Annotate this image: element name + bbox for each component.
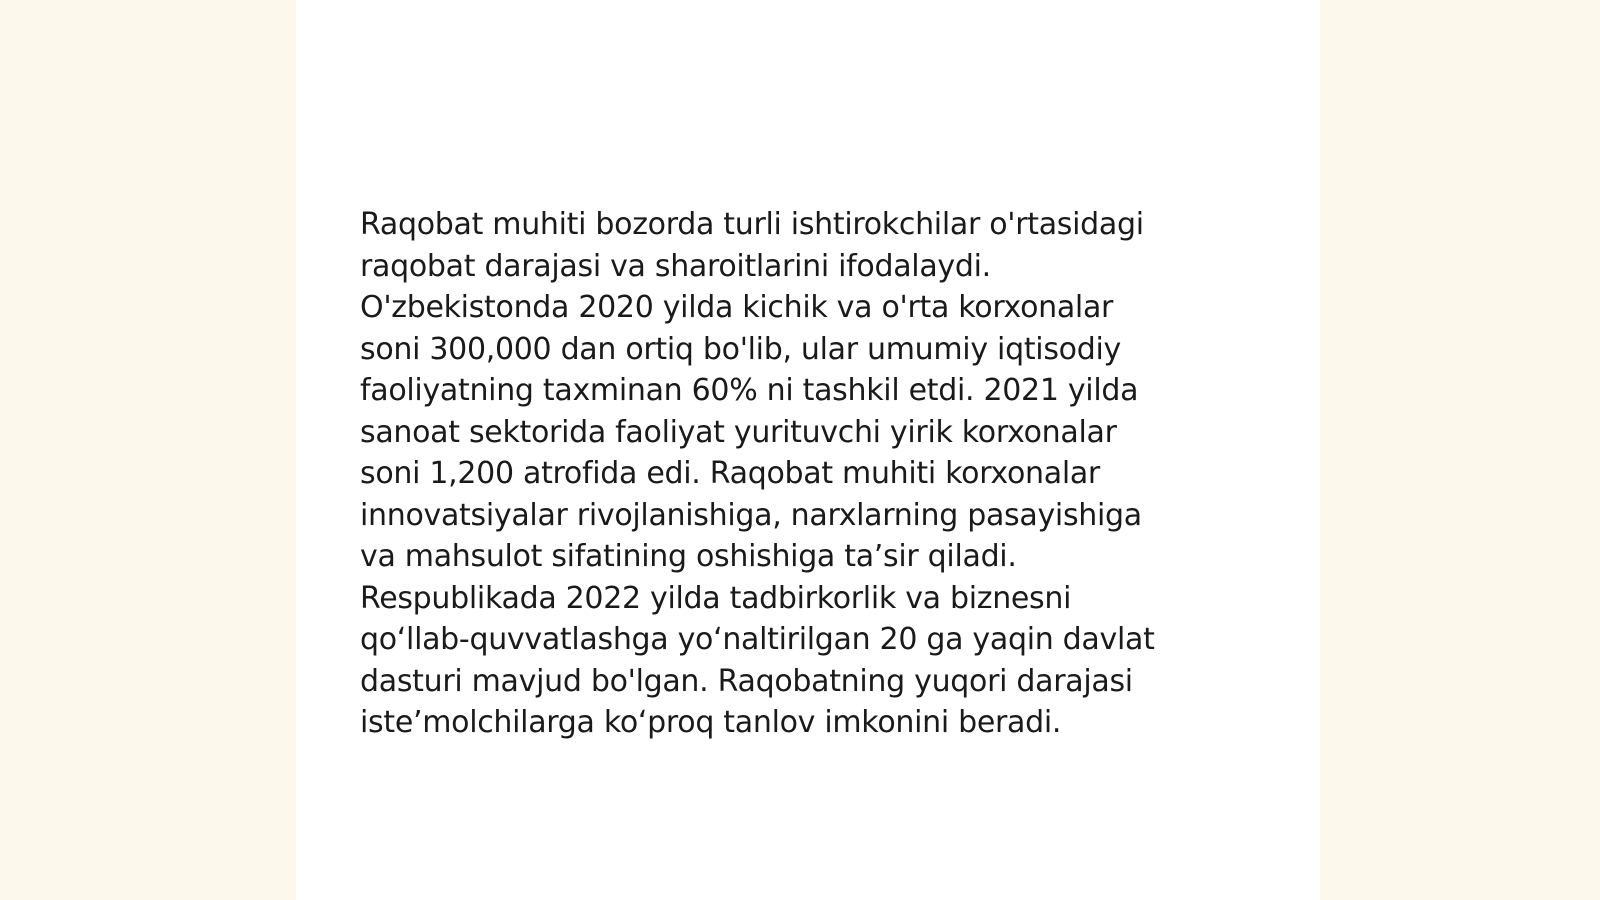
body-paragraph: [360, 204, 1260, 744]
paragraph-line: raqobat darajasi va sharoitlarini ifodalaydi.: [360, 248, 991, 284]
paragraph-line: faoliyatning taxminan 60% ni tashkil etdi. 2021 yilda: [360, 373, 1139, 408]
paragraph-line: Respublikada 2022 yilda tadbirkorlik va biznesni: [360, 580, 1072, 616]
paragraph-line: dasturi mavjud bo'lgan. Raqobatning yuqori darajasi: [360, 663, 1133, 699]
paragraph-line: iste’molchilarga ko‘proq tanlov imkonini beradi.: [360, 705, 1062, 740]
document-sheet: [296, 0, 1320, 900]
paragraph-line: innovatsiyalar rivojlanishiga, narxlarning pasayishiga: [360, 497, 1142, 533]
paragraph-line: O'zbekistonda 2020 yilda kichik va o'rta korxonalar: [360, 290, 1114, 325]
paragraph-line: Raqobat muhiti bozorda turli ishtirokchilar o'rtasidagi: [360, 207, 1144, 242]
paragraph-line: qo‘llab-quvvatlashga yo‘naltirilgan 20 ga yaqin davlat: [360, 622, 1155, 657]
paragraph-line: sanoat sektorida faoliyat yurituvchi yirik korxonalar: [360, 414, 1117, 450]
paragraph-line: soni 1,200 atrofida edi. Raqobat muhiti korxonalar: [360, 456, 1100, 491]
paragraph-line: va mahsulot sifatining oshishiga ta’sir qiladi.: [360, 539, 1017, 574]
paragraph-line: soni 300,000 dan ortiq bo'lib, ular umumiy iqtisodiy: [360, 331, 1121, 367]
